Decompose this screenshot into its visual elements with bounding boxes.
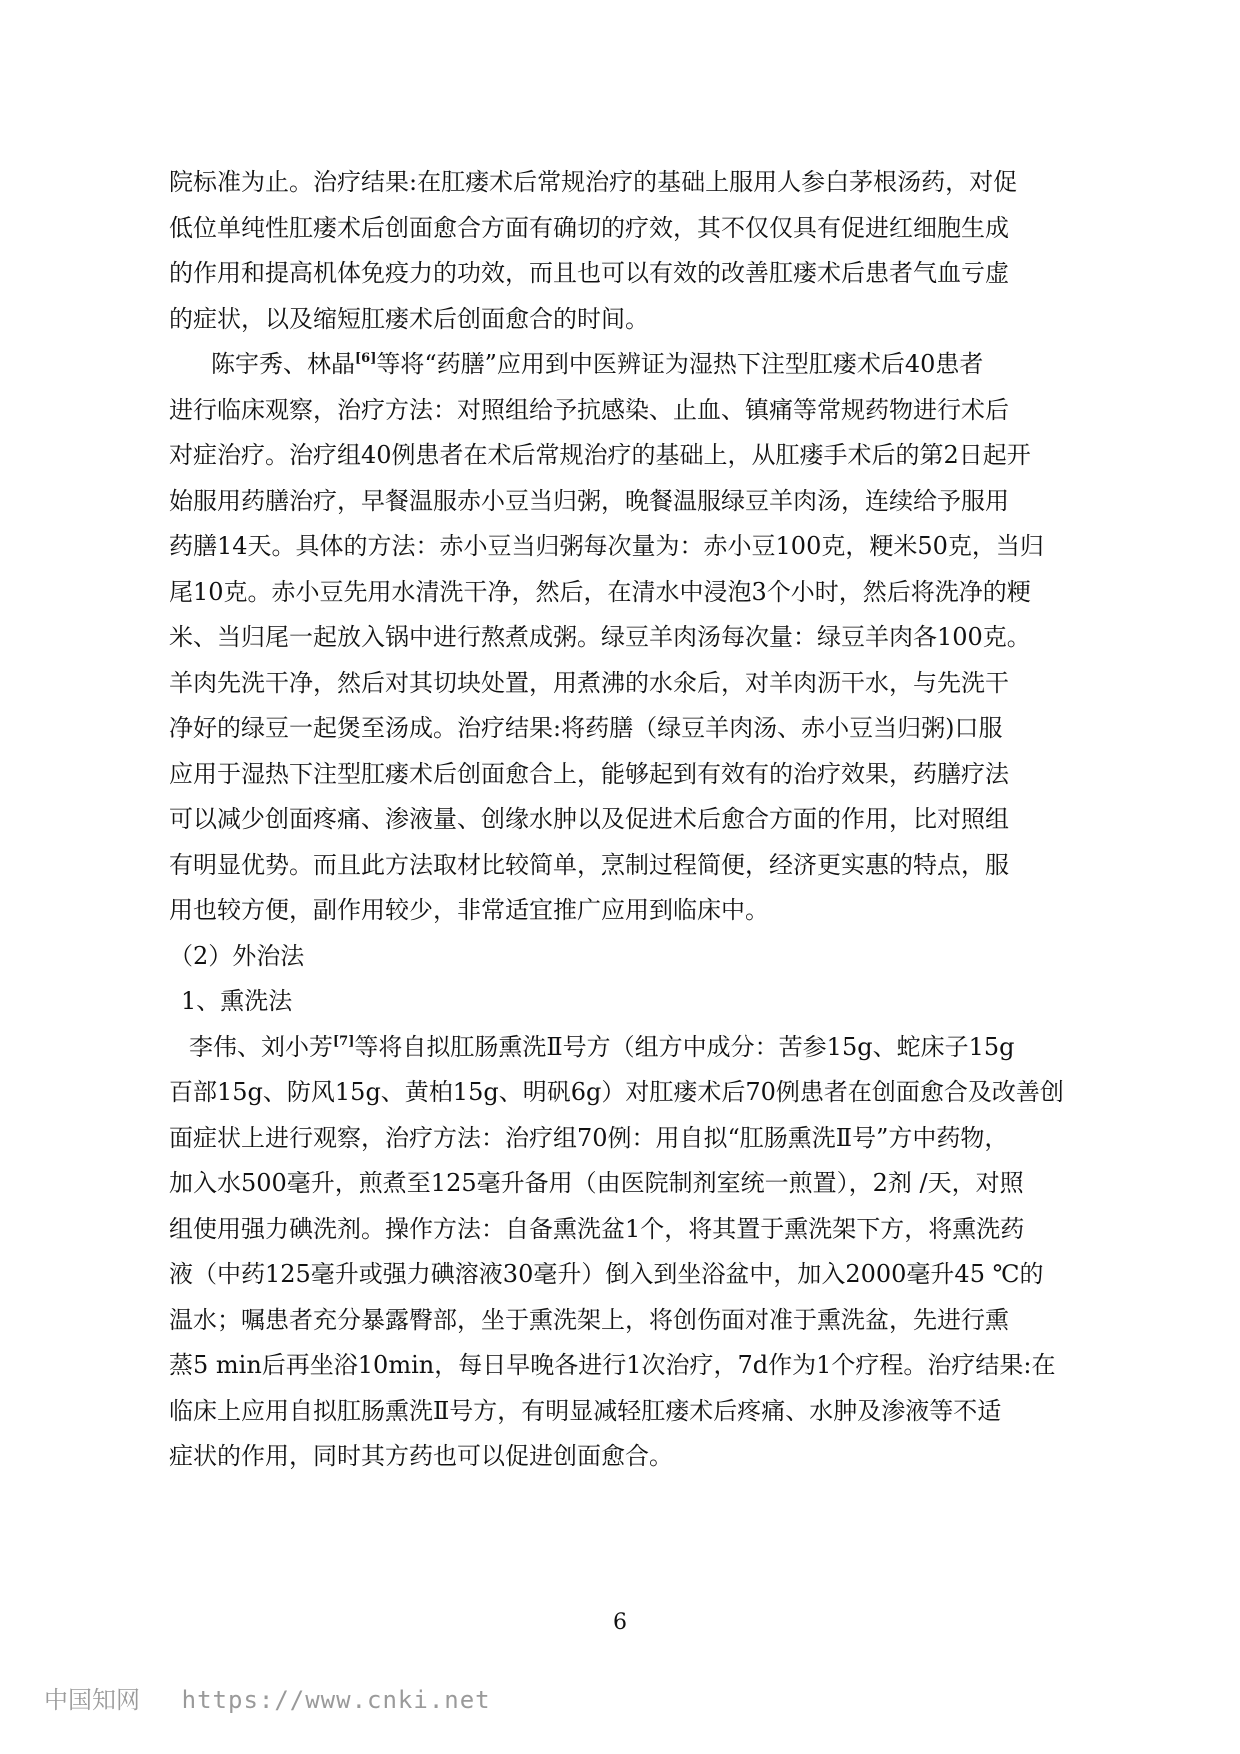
citation-ref: [6]: [355, 351, 377, 366]
text-line: 药膳14天。具体的方法：赤小豆当归粥每次量为：赤小豆100克，粳米50克，当归: [169, 532, 1044, 560]
text-line: 米、当归尾一起放入锅中进行熬煮成粥。绿豆羊肉汤每次量：绿豆羊肉各100克。: [169, 623, 1031, 651]
text-line: 羊肉先洗干净，然后对其切块处置，用煮沸的水氽后，对羊肉沥干水，与先洗干: [169, 668, 1009, 697]
text-line: 加入水500毫升，煎煮至125毫升备用（由医院制剂室统一煎置），2剂 /天，对照: [169, 1169, 1024, 1197]
subsection-heading-fumigation: [169, 979, 1101, 1025]
text-line: 可以减少创面疼痛、渗液量、创缘水肿以及促进术后愈合方面的作用，比对照组: [169, 805, 1009, 833]
paragraph-1: [169, 160, 1101, 342]
text-line: 有明显优势。而且此方法取材比较简单，烹制过程简便，经济更实惠的特点，服: [169, 850, 1009, 879]
text-line: 应用于湿热下注型肛瘘术后创面愈合上，能够起到有效有的治疗效果，药膳疗法: [169, 759, 1009, 788]
text-line: 症状的作用，同时其方药也可以促进创面愈合。: [169, 1442, 673, 1470]
text-line: 的症状，以及缩短肛瘘术后创面愈合的时间。: [169, 304, 649, 333]
author-names: 陈宇秀、林晶: [211, 350, 355, 378]
text-line: 蒸5 min后再坐浴10min，每日早晚各进行1次治疗，7d作为1个疗程。治疗结果:在: [169, 1351, 1056, 1379]
text-line: 院标准为止。治疗结果:在肛瘘术后常规治疗的基础上服用人参白茅根汤药，对促: [169, 168, 1018, 196]
heading-text: 1、熏洗法: [181, 987, 293, 1015]
text-line: 进行临床观察，治疗方法：对照组给予抗感染、止血、镇痛等常规药物进行术后: [169, 395, 1009, 424]
text-line: 始服用药膳治疗，早餐温服赤小豆当归粥，晚餐温服绿豆羊肉汤，连续给予服用: [169, 486, 1009, 515]
text-line: 液（中药125毫升或强力碘溶液30毫升）倒入到坐浴盆中，加入2000毫升45 ℃的: [169, 1260, 1044, 1288]
page-number: 6: [613, 1610, 627, 1635]
paragraph-3: [169, 1025, 1101, 1480]
text-line: 的作用和提高机体免疫力的功效，而且也可以有效的改善肛瘘术后患者气血亏虚: [169, 259, 1009, 287]
text-line: 临床上应用自拟肛肠熏洗Ⅱ号方，有明显减轻肛瘘术后疼痛、水肿及渗液等不适: [169, 1396, 1002, 1425]
document-body: [169, 160, 1101, 1480]
text-fragment: 等将自拟肛肠熏洗Ⅱ号方（组方中成分：苦参15g、蛇床子15g: [354, 1032, 1015, 1061]
text-line: 低位单纯性肛瘘术后创面愈合方面有确切的疗效，其不仅仅具有促进红细胞生成: [169, 213, 1009, 242]
watermark-brand: 中国知网: [44, 1686, 140, 1714]
text-line: 尾10克。赤小豆先用水清洗干净，然后，在清水中浸泡3个小时，然后将洗净的粳: [169, 577, 1031, 606]
text-line: [169, 342, 1101, 388]
section-heading-external-treatment: [169, 934, 1101, 980]
watermark: [44, 1680, 491, 1715]
text-line: [169, 1025, 1101, 1071]
text-fragment: 等将“药膳”应用到中医辨证为湿热下注型肛瘘术后40患者: [376, 350, 984, 378]
text-line: 百部15g、防风15g、黄柏15g、明矾6g）对肛瘘术后70例患者在创面愈合及改善创: [169, 1078, 1064, 1106]
text-line: 对症治疗。治疗组40例患者在术后常规治疗的基础上，从肛瘘手术后的第2日起开: [169, 441, 1031, 469]
citation-ref: [7]: [333, 1033, 355, 1049]
text-line: 面症状上进行观察，治疗方法：治疗组70例：用自拟“肛肠熏洗Ⅱ号”方中药物，: [169, 1123, 1009, 1152]
text-line: 用也较方便，副作用较少，非常适宜推广应用到临床中。: [169, 896, 769, 924]
watermark-url: https://www.cnki.net: [181, 1686, 491, 1714]
paragraph-2: [169, 342, 1101, 934]
text-line: 组使用强力碘洗剂。操作方法：自备熏洗盆1个，将其置于熏洗架下方，将熏洗药: [169, 1214, 1025, 1243]
heading-text: （2）外治法: [169, 941, 305, 970]
text-line: 净好的绿豆一起煲至汤成。治疗结果:将药膳（绿豆羊肉汤、赤小豆当归粥)口服: [169, 714, 1003, 742]
author-names: 李伟、刘小芳: [189, 1032, 333, 1061]
text-line: 温水；嘱患者充分暴露臀部，坐于熏洗架上，将创伤面对准于熏洗盆，先进行熏: [169, 1305, 1009, 1334]
